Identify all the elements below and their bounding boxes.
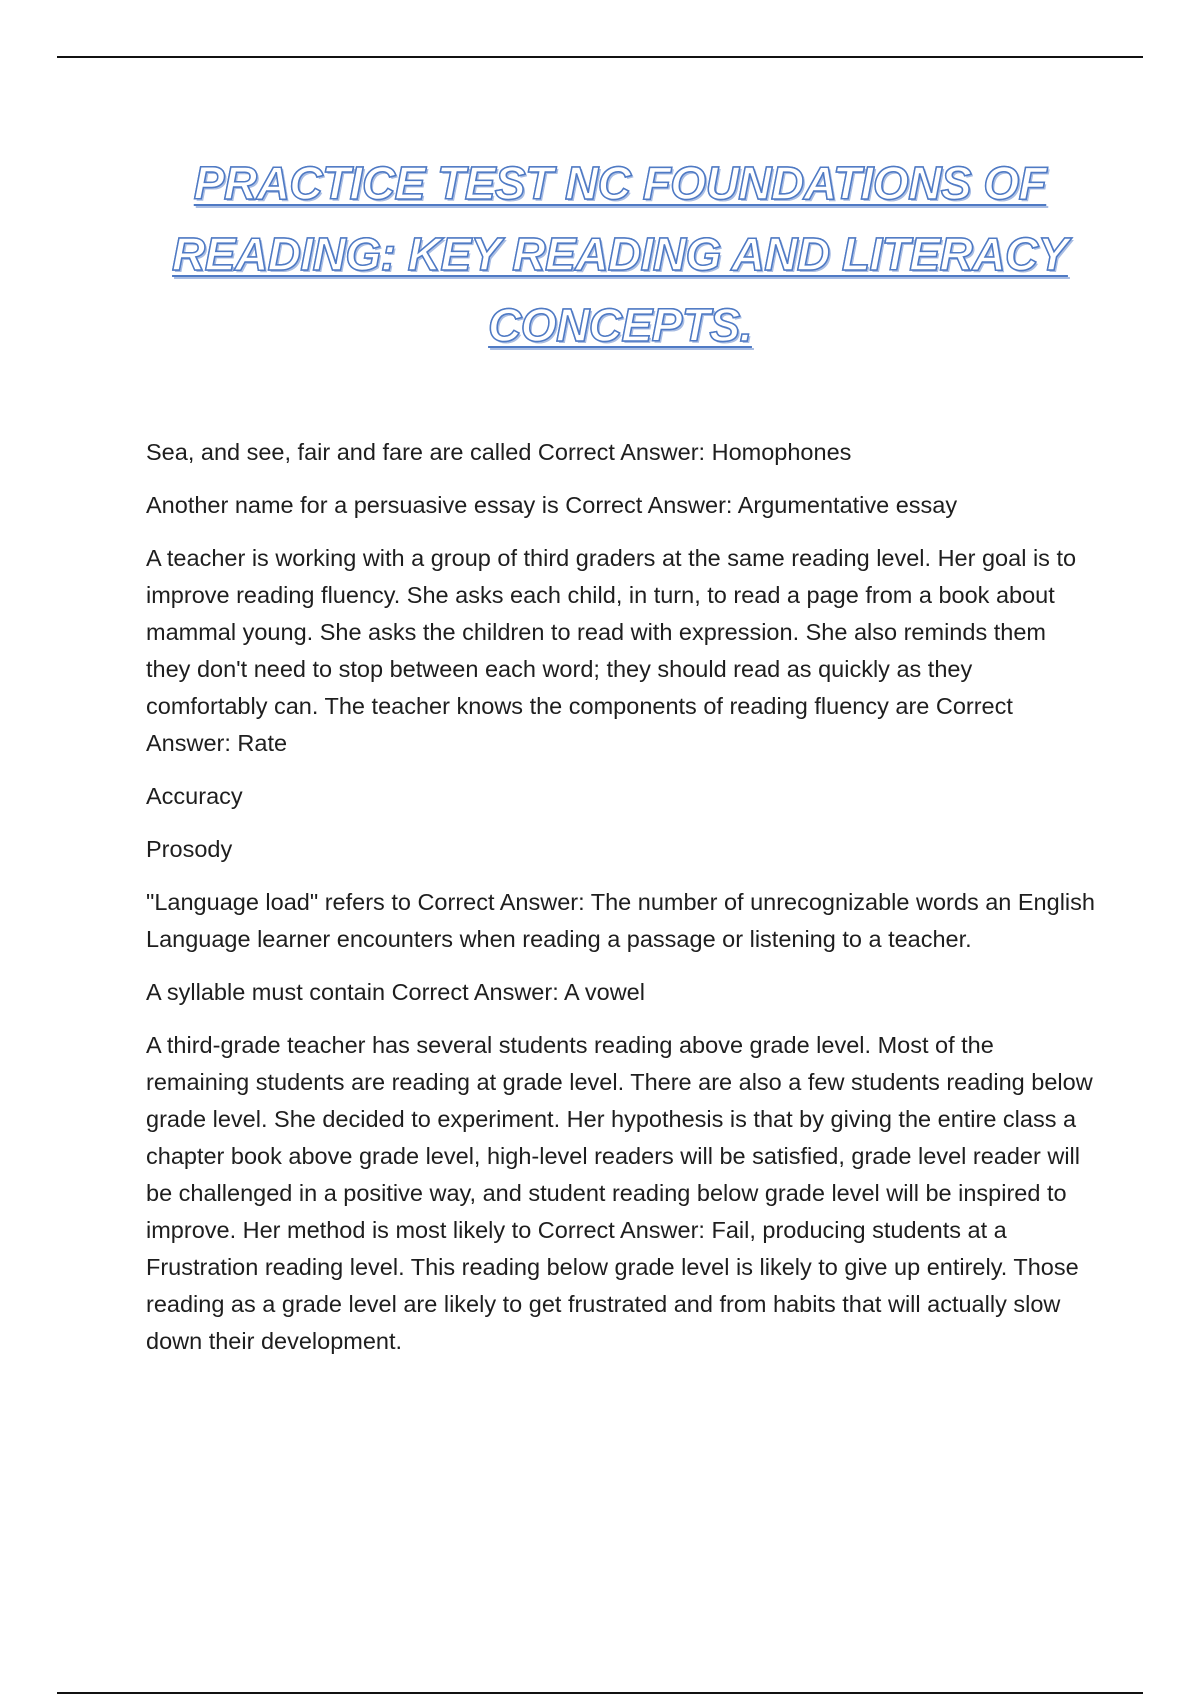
- paragraph-reading-fluency: A teacher is working with a group of third graders at the same reading level. Her goal is to improve reading fluency. She asks each child, in turn, to read a page from a book about mammal young. She asks the children to read with expression. She also reminds them they don't need to stop between each word; they should read as quickly as they comfortably can. The teacher knows the components of reading fluency are Correct Answer: Rate: [146, 545, 1077, 756]
- paragraph-syllable: A syllable must contain Correct Answer: A vowel: [146, 979, 645, 1005]
- paragraph-prosody: Prosody: [146, 836, 233, 862]
- paragraph-accuracy: Accuracy: [146, 783, 243, 809]
- paragraph-language-load: "Language load" refers to Correct Answer: The number of unrecognizable words an English Language learner encounters when reading a passage or listening to a teacher.: [146, 889, 1095, 952]
- document-title: PRACTICE TEST NC FOUNDATIONS OF READING: KEY READING AND LITERACY CONCEPTS.: [172, 157, 1068, 351]
- footer-rule: [57, 1692, 1143, 1694]
- paragraph-homophones: Sea, and see, fair and fare are called Correct Answer: Homophones: [146, 439, 852, 465]
- paragraph-persuasive-essay: Another name for a persuasive essay is Correct Answer: Argumentative essay: [146, 492, 958, 518]
- document-body: [146, 434, 1096, 1376]
- paragraph-third-grade-experiment: A third-grade teacher has several students reading above grade level. Most of the remaining students are reading at grade level. There are also a few students reading below grade level. She decided to experiment. Her hypothesis is that by giving the entire class a chapter book above grade level, high-level readers will be satisfied, grade level reader will be challenged in a positive way, and student reading below grade level will be inspired to improve. Her method is most likely to Correct Answer: Fail, producing students at a Frustration reading level. This reading below grade level is likely to give up entirely. Those reading as a grade level are likely to get frustrated and from habits that will actually slow down their development.: [146, 1032, 1093, 1354]
- header-rule: [57, 56, 1143, 58]
